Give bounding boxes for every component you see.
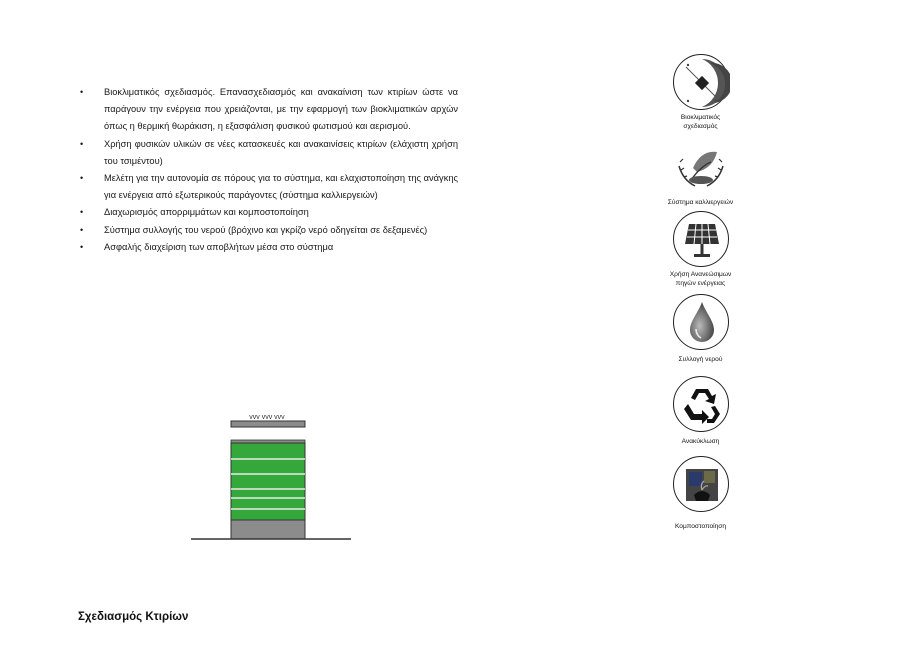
list-item: [80, 170, 458, 204]
icon-label: Ανακύκλωση: [681, 438, 720, 445]
bullet-dot: •: [80, 207, 84, 218]
icon-label: Συλλογή νερού: [678, 356, 723, 363]
list-item: [80, 222, 458, 239]
bioclimatic-icon: [673, 54, 729, 110]
water-drop-icon: [673, 294, 729, 350]
icon-label: Βιοκλιματικός: [680, 114, 721, 121]
icon-label: Χρήση Ανανεώσιμων: [669, 271, 732, 278]
icon-item-solar: [648, 211, 753, 288]
solar-panel-icon: [673, 211, 729, 267]
plant-crop-icon: [673, 140, 729, 196]
icon-item-compost: [648, 456, 753, 531]
compost-icon: [673, 456, 729, 512]
bullet-text: Ασφαλής διαχείριση των αποβλήτων μέσα στο σύστημα: [104, 241, 334, 252]
bullet-dot: •: [80, 241, 84, 252]
icon-item-bioclimatic: [648, 54, 753, 131]
bullet-text: Βιοκλιματικός σχεδιασμός. Επανασχεδιασμός και ανακαίνιση των κτιρίων ώστε να παράγουν την ενέργεια που χρειάζονται, με την εφαρμογή των βιοκλιματικών αρχών όπως η θερμική θωράκιση, η εξασφάλιση φυσικού φωτισμού και αερισμού.: [104, 87, 458, 132]
bullet-dot: •: [80, 173, 84, 184]
bullet-dot: •: [80, 87, 84, 97]
recycle-icon: [673, 376, 729, 432]
icon-item-water: [648, 294, 753, 364]
ground-floor: [231, 520, 305, 539]
bullet-text: Μελέτη για την αυτονομία σε πόρους για το σύστημα, και ελαχιστοποίηση της ανάγκης για ενέργεια από εξωτερικούς παράγοντες (σύστημα καλλιεργειών): [104, 173, 458, 201]
roof-slab: [231, 421, 305, 427]
list-item: [80, 136, 458, 170]
icon-label: σχεδιασμός: [683, 123, 718, 130]
list-item: [80, 204, 458, 221]
building-diagram: [190, 408, 355, 542]
icon-item-recycle: [648, 376, 753, 446]
icon-label: Κομποστοποίηση: [674, 523, 727, 530]
bullet-text: Διαχωρισμός απορριμμάτων και κομποστοποίηση: [104, 207, 309, 218]
icon-item-crops: [648, 140, 753, 207]
icon-label: Σύστημα καλλιεργειών: [667, 199, 734, 206]
list-item: [80, 84, 458, 136]
bullet-text: Χρήση φυσικών υλικών σε νέες κατασκευές και ανακαινίσεις κτιρίων (ελάχιστη χρήση του τσιμέντου): [104, 138, 458, 166]
bullet-dot: •: [80, 224, 84, 235]
bullet-text: Σύστημα συλλογής του νερού (βρόχινο και γκρίζο νερό οδηγείται σε δεξαμενές): [104, 224, 428, 235]
bullet-list: [80, 84, 458, 256]
roof-marks: vvv vvv vvv: [249, 414, 285, 421]
bullet-dot: •: [80, 138, 84, 149]
icon-label: πηγών ενέργειας: [675, 280, 726, 287]
page-title: Σχεδιασμός Κτιρίων: [78, 611, 189, 623]
list-item: [80, 239, 458, 256]
